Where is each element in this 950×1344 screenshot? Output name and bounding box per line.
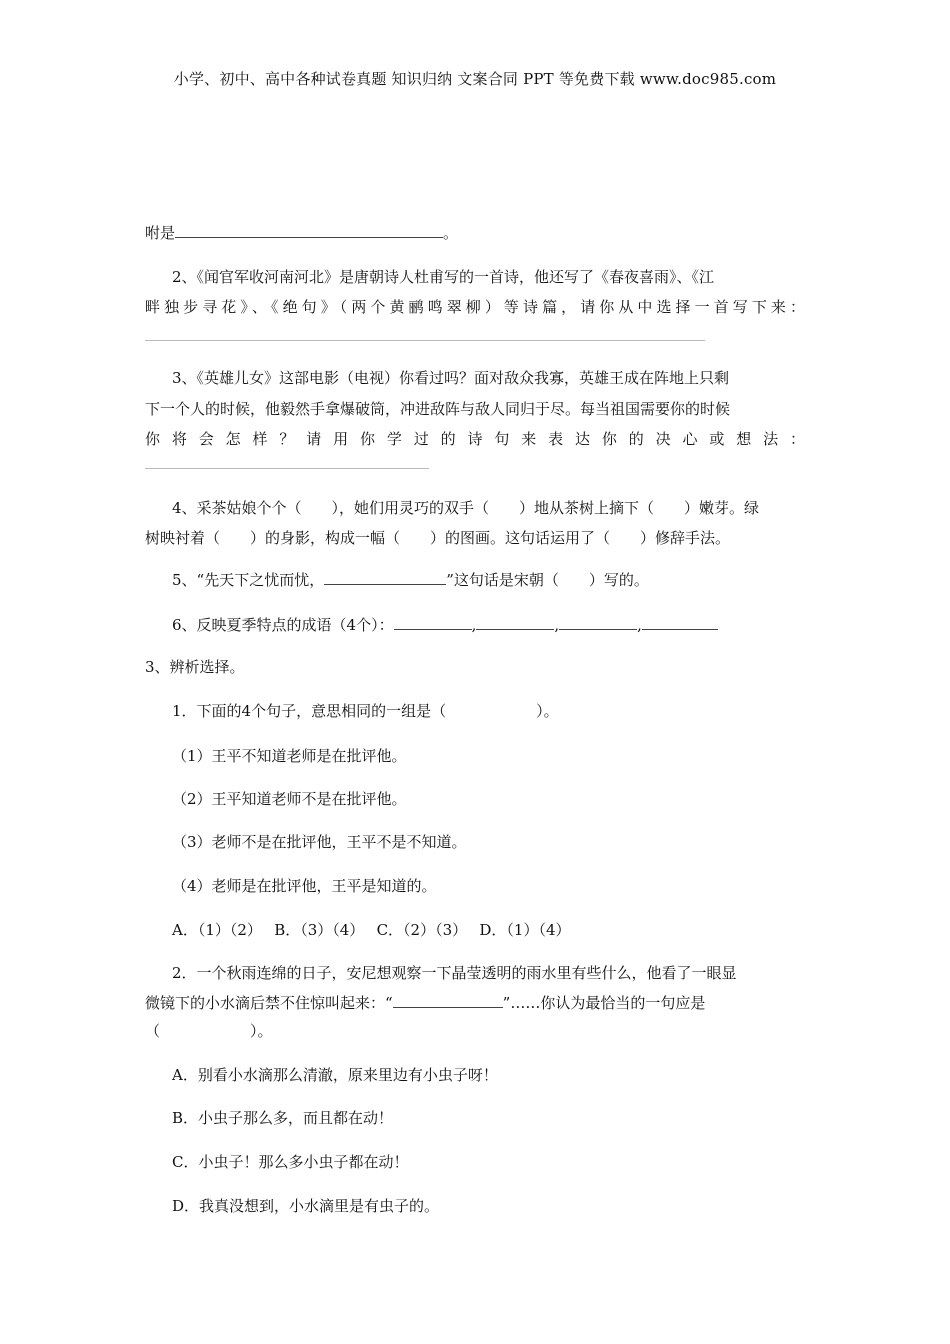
- answer-blank[interactable]: [175, 223, 443, 238]
- c1-sentence-3: （3）老师不是在批评他，王平不是不知道。: [172, 833, 467, 851]
- q2-line1: 2、《闻官军收河南河北》是唐朝诗人杜甫写的一首诗，他还写了《春夜喜雨》、《江: [172, 268, 715, 286]
- q3-line1: 3、《英雄儿女》这部电影（电视）你看过吗？面对敌众我寡，英雄王成在阵地上只剩: [172, 369, 730, 387]
- c1-sentence-4: （4）老师是在批评他，王平是知道的。: [172, 877, 437, 895]
- q1-tail-end: 。: [443, 224, 459, 242]
- c2-line1: 2．一个秋雨连绵的日子，安尼想观察一下晶莹透明的雨水里有些什么，他看了一眼显: [172, 964, 737, 982]
- q4-line2: 树映衬着（ ）的身影，构成一幅（ ）的图画。这句话运用了（ ）修辞手法。: [145, 529, 731, 547]
- c1-options: A．（1）（2） B．（3）（4） C．（2）（3） D．（1）（4）: [172, 921, 571, 939]
- idiom-blank-4[interactable]: [642, 615, 718, 630]
- q3-line3: 你将会怎样？请用你学过的诗句来表达你的决心或想法：: [145, 430, 805, 448]
- q3-line2: 下一个人的时候，他毅然手拿爆破筒，冲进敌阵与敌人同归于尽。每当祖国需要你的时候: [145, 400, 731, 418]
- q4-line1: 4、采茶姑娘个个（ ），她们用灵巧的双手（ ）地从茶树上摘下（ ）嫩芽。绿: [172, 499, 760, 517]
- c2-option-c: C．小虫子！那么多小虫子都在动！: [172, 1153, 409, 1171]
- c1-stem: 1．下面的4个句子，意思相同的一组是（ ）。: [172, 702, 559, 720]
- c2-line2-end: ”……你认为最恰当的一句应是: [502, 994, 706, 1012]
- q5: [172, 569, 649, 590]
- page-header: 小学、初中、高中各种试卷真题 知识归纳 文案合同 PPT 等免费下载 www.doc985.com: [173, 70, 777, 88]
- c2-line3: （ ）。: [145, 1022, 273, 1040]
- c2-option-a: A．别看小水滴那么清澈，原来里边有小虫子呀！: [172, 1066, 498, 1084]
- q3-answer-line[interactable]: [145, 468, 429, 469]
- comma: ,: [554, 616, 560, 634]
- answer-blank[interactable]: [393, 993, 503, 1008]
- c2-line2-text: 微镜下的小水滴后禁不住惊叫起来：“: [145, 994, 393, 1012]
- q5-text-end: ”这句话是宋朝（ ）写的。: [446, 571, 649, 589]
- idiom-blank-3[interactable]: [559, 615, 637, 630]
- q5-text: 5、“先天下之忧而忧，: [172, 571, 325, 589]
- idiom-blank-1[interactable]: [394, 615, 472, 630]
- c2-option-d: D．我真没想到，小水滴里是有虫子的。: [172, 1197, 440, 1215]
- q6-text: 6、反映夏季特点的成语（4个）：: [172, 616, 394, 634]
- q2-answer-line[interactable]: [145, 340, 705, 341]
- c1-sentence-2: （2）王平知道老师不是在批评他。: [172, 790, 407, 808]
- idiom-blank-2[interactable]: [476, 615, 554, 630]
- c2-line2: [145, 992, 705, 1013]
- q1-tail-text: 咐是: [145, 224, 176, 242]
- comma: ,: [471, 616, 477, 634]
- answer-blank[interactable]: [324, 570, 446, 585]
- q2-line2: 畔独步寻花》、《绝句》（两个黄鹂鸣翠柳）等诗篇，请你从中选择一首写下来：: [145, 298, 805, 316]
- q1-tail: [145, 222, 458, 243]
- section-heading: 3、辨析选择。: [145, 658, 245, 676]
- comma: ,: [637, 616, 642, 634]
- q6: [172, 614, 718, 635]
- c1-sentence-1: （1）王平不知道老师是在批评他。: [172, 747, 407, 765]
- c2-option-b: B．小虫子那么多，而且都在动！: [172, 1109, 394, 1127]
